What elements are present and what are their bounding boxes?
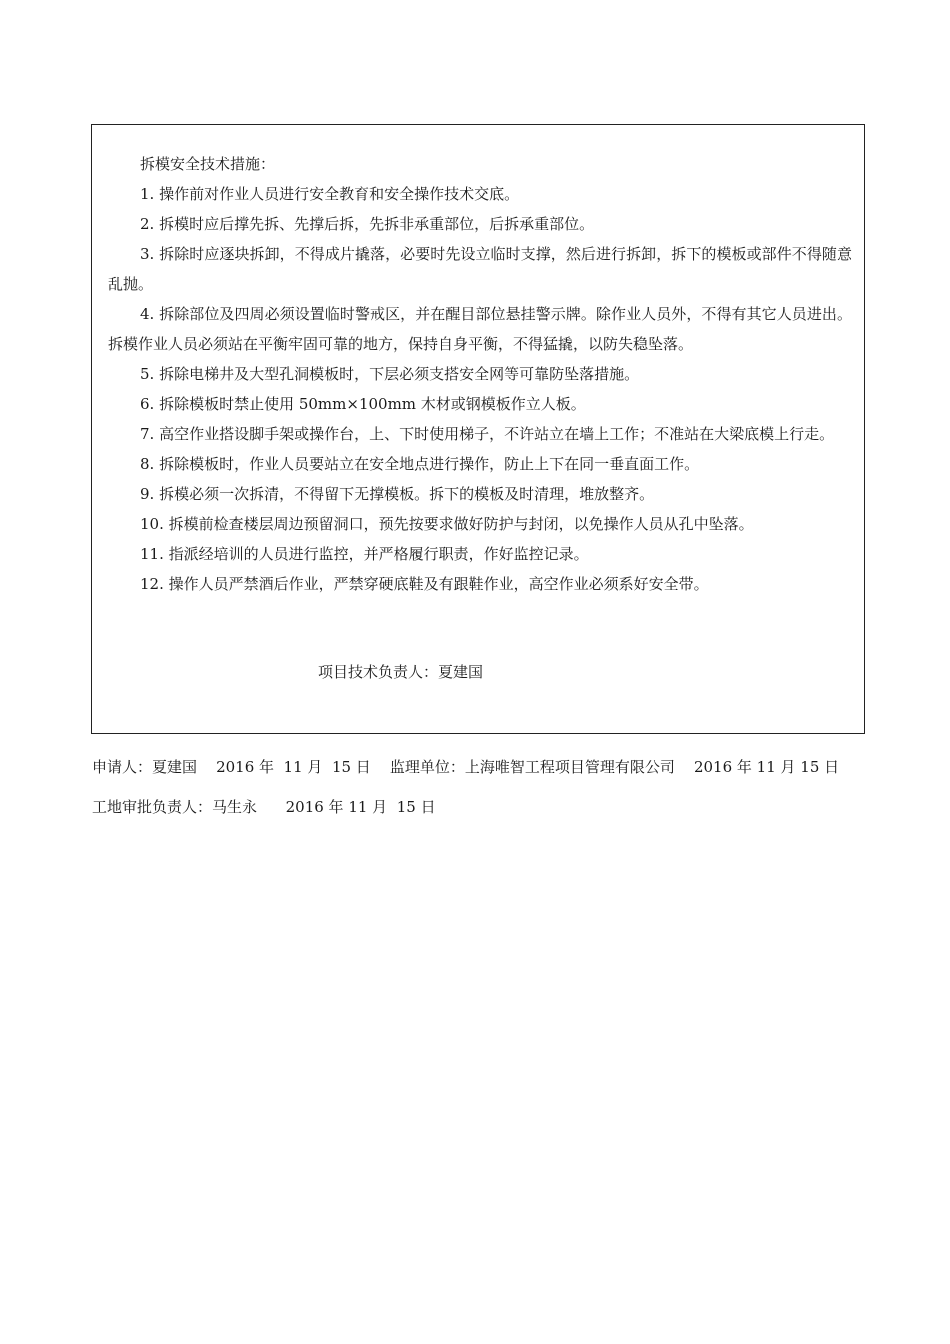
applicant-supervision-line: 申请人：夏建国 2016 年 11 月 15 日 监理单位：上海唯智工程项目管理有限公司 2016 年 11 月 15 日 bbox=[92, 758, 840, 776]
measure-item: 2. 拆模时应后撑先拆、先撑后拆，先拆非承重部位，后拆承重部位。 bbox=[140, 215, 595, 233]
technical-lead-signature: 项目技术负责人：夏建国 bbox=[318, 663, 484, 681]
measure-item: 10. 拆模前检查楼层周边预留洞口，预先按要求做好防护与封闭，以免操作人员从孔中坠落。 bbox=[140, 515, 754, 533]
site-approver-line: 工地审批负责人：马生永 2016 年 11 月 15 日 bbox=[92, 798, 436, 816]
measure-item: 4. 拆除部位及四周必须设置临时警戒区，并在醒目部位悬挂警示牌。除作业人员外，不得有其它人员进出。拆模作业人员必须站在平衡牢固可靠的地方，保持自身平衡，不得猛撬，以防失稳坠落。 bbox=[108, 305, 852, 353]
measure-item: 7. 高空作业搭设脚手架或操作台，上、下时使用梯子，不许站立在墙上工作；不准站在大梁底模上行走。 bbox=[140, 425, 835, 443]
measures-heading: 拆模安全技术措施： bbox=[140, 155, 276, 173]
measure-item: 12. 操作人员严禁酒后作业，严禁穿硬底鞋及有跟鞋作业，高空作业必须系好安全带。 bbox=[140, 575, 709, 593]
measures-box bbox=[91, 124, 865, 734]
measure-item: 5. 拆除电梯井及大型孔洞模板时，下层必须支搭安全网等可靠防坠落措施。 bbox=[140, 365, 640, 383]
measure-item: 11. 指派经培训的人员进行监控，并严格履行职责，作好监控记录。 bbox=[140, 545, 589, 563]
measure-item: 6. 拆除模板时禁止使用 50mm×100mm 木材或钢模板作立人板。 bbox=[140, 395, 586, 413]
measure-item: 3. 拆除时应逐块拆卸，不得成片撬落，必要时先设立临时支撑，然后进行拆卸，拆下的模板或部件不得随意乱抛。 bbox=[108, 245, 852, 293]
measures-content bbox=[108, 149, 852, 599]
measure-item: 8. 拆除模板时，作业人员要站立在安全地点进行操作，防止上下在同一垂直面工作。 bbox=[140, 455, 700, 473]
measure-item: 1. 操作前对作业人员进行安全教育和安全操作技术交底。 bbox=[140, 185, 520, 203]
measure-item: 9. 拆模必须一次拆清，不得留下无撑模板。拆下的模板及时清理，堆放整齐。 bbox=[140, 485, 655, 503]
